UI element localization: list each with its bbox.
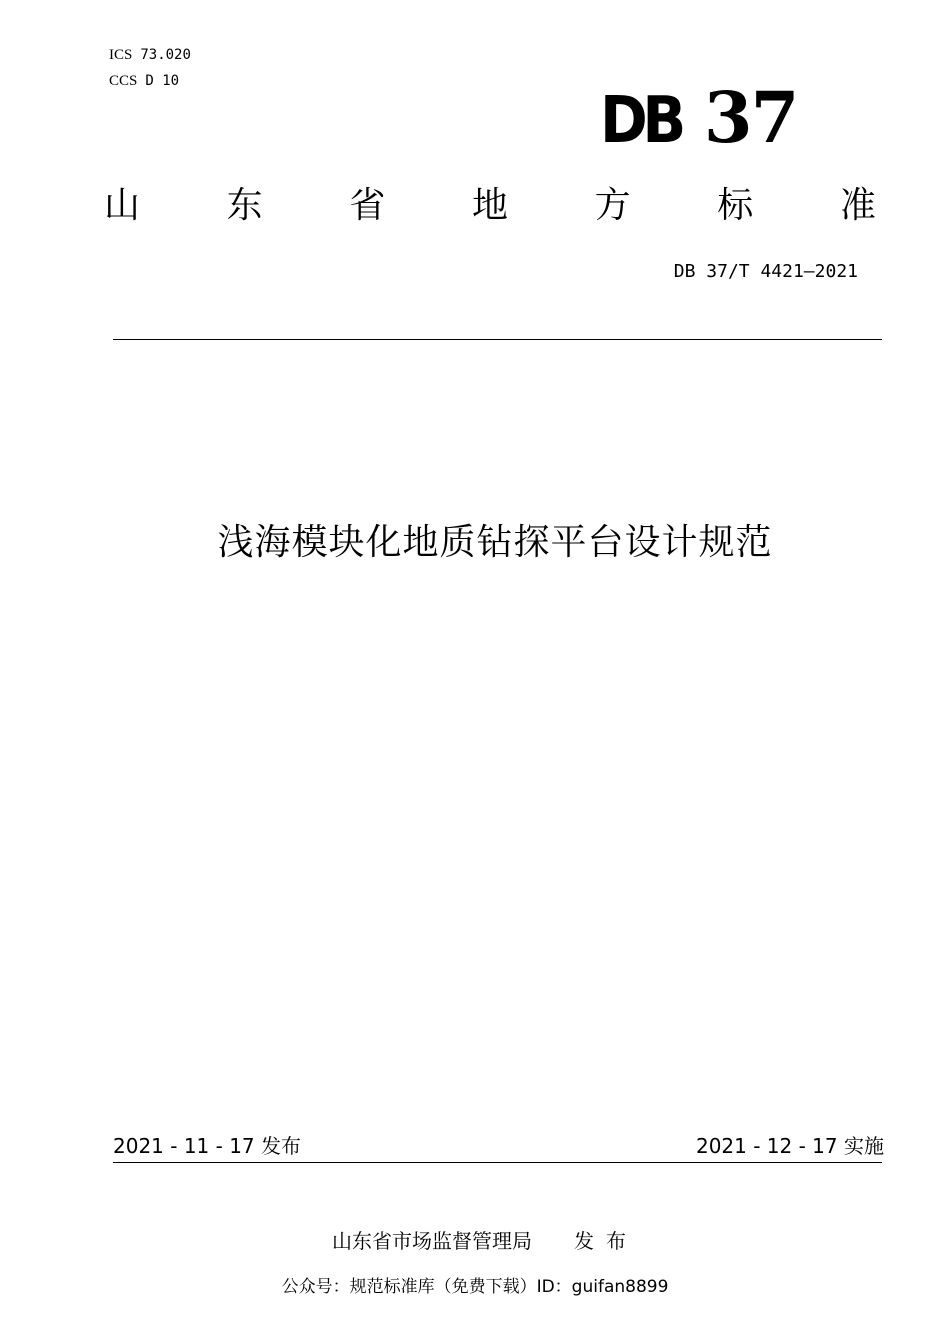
publisher-line	[0, 1226, 950, 1256]
logo-number-text: 37	[703, 76, 798, 159]
ics-line	[109, 46, 191, 64]
publisher-name: 山东省市场监督管理局	[332, 1229, 532, 1253]
effective-date: 2021 - 12 - 17 实施	[695, 1134, 884, 1158]
footer-divider	[113, 1162, 882, 1163]
header-divider	[113, 339, 882, 340]
standard-number: DB 37/T 4421—2021	[673, 261, 858, 282]
document-title: 浅海模块化地质钻探平台设计规范	[217, 522, 773, 563]
category-char: 标	[717, 185, 754, 226]
category-char: 省	[349, 185, 386, 226]
logo-db-text: DB	[600, 84, 681, 158]
db37-logo	[600, 76, 798, 159]
publish-action: 发布	[574, 1229, 638, 1253]
ics-value: 73.020	[140, 47, 191, 63]
ics-label: ICS	[109, 47, 133, 63]
ccs-value: D 10	[145, 73, 180, 89]
publish-date: 2021 - 11 - 17 发布	[113, 1134, 302, 1158]
standard-category-heading	[104, 182, 876, 230]
category-char: 方	[594, 185, 631, 226]
category-char: 准	[839, 185, 876, 226]
category-char: 东	[226, 185, 263, 226]
category-char: 地	[471, 185, 508, 226]
ccs-line	[109, 72, 179, 90]
footer-note: 公众号：规范标准库（免费下载）ID：guifan8899	[281, 1277, 669, 1297]
category-char: 山	[104, 185, 141, 226]
ccs-label: CCS	[109, 73, 138, 89]
